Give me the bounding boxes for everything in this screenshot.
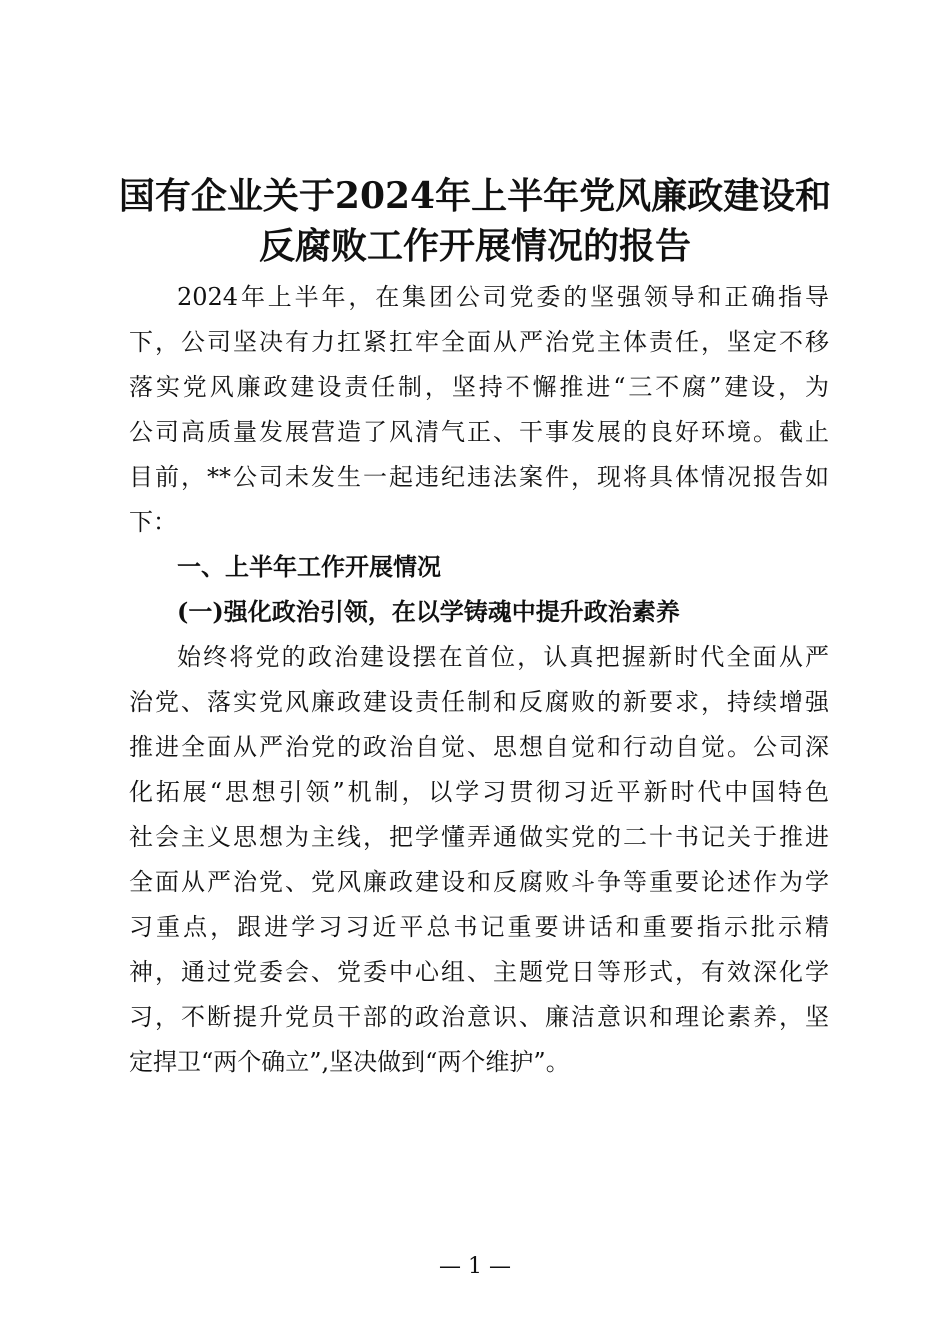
paragraph-line: 治党、落实党风廉政建设责任制和反腐败的新要求，持续增强 xyxy=(129,688,829,716)
intro-line: 目前，**公司未发生一起违纪违法案件，现将具体情况报告如 xyxy=(129,463,829,491)
document-title-line-1: 国有企业关于2024年上半年党风廉政建设和 xyxy=(118,175,832,217)
document-title-line-2: 反腐败工作开展情况的报告 xyxy=(258,225,691,267)
paragraph-line: 全面从严治党、党风廉政建设和反腐败斗争等重要论述作为学 xyxy=(129,868,829,896)
intro-line: 2024年上半年，在集团公司党委的坚强领导和正确指导 xyxy=(177,283,829,311)
paragraph-line: 习，不断提升党员干部的政治意识、廉洁意识和理论素养，坚 xyxy=(129,1003,829,1031)
paragraph-line: 习重点，跟进学习习近平总书记重要讲话和重要指示批示精 xyxy=(129,913,829,941)
paragraph-line: 化拓展“思想引领”机制，以学习贯彻习近平新时代中国特色 xyxy=(129,778,829,806)
paragraph-line: 始终将党的政治建设摆在首位，认真把握新时代全面从严 xyxy=(177,643,829,671)
intro-line: 公司高质量发展营造了风清气正、干事发展的良好环境。截止 xyxy=(129,418,829,446)
paragraph-line: 推进全面从严治党的政治自觉、思想自觉和行动自觉。公司深 xyxy=(129,733,829,761)
paragraph-line: 社会主义思想为主线，把学懂弄通做实党的二十书记关于推进 xyxy=(129,823,829,851)
subsection-heading: (一)强化政治引领，在以学铸魂中提升政治素养 xyxy=(177,597,680,626)
paragraph-line: 神，通过党委会、党委中心组、主题党日等形式，有效深化学 xyxy=(129,958,829,986)
intro-line: 落实党风廉政建设责任制，坚持不懈推进“三不腐”建设，为 xyxy=(129,373,829,401)
paragraph-line: 定捍卫“两个确立”,坚决做到“两个维护”。 xyxy=(129,1048,570,1076)
intro-line: 下： xyxy=(129,508,177,536)
intro-line: 下，公司坚决有力扛紧扛牢全面从严治党主体责任，坚定不移 xyxy=(129,328,829,356)
section-heading: 一、上半年工作开展情况 xyxy=(177,553,441,581)
page-number: — 1 — xyxy=(439,1254,511,1279)
